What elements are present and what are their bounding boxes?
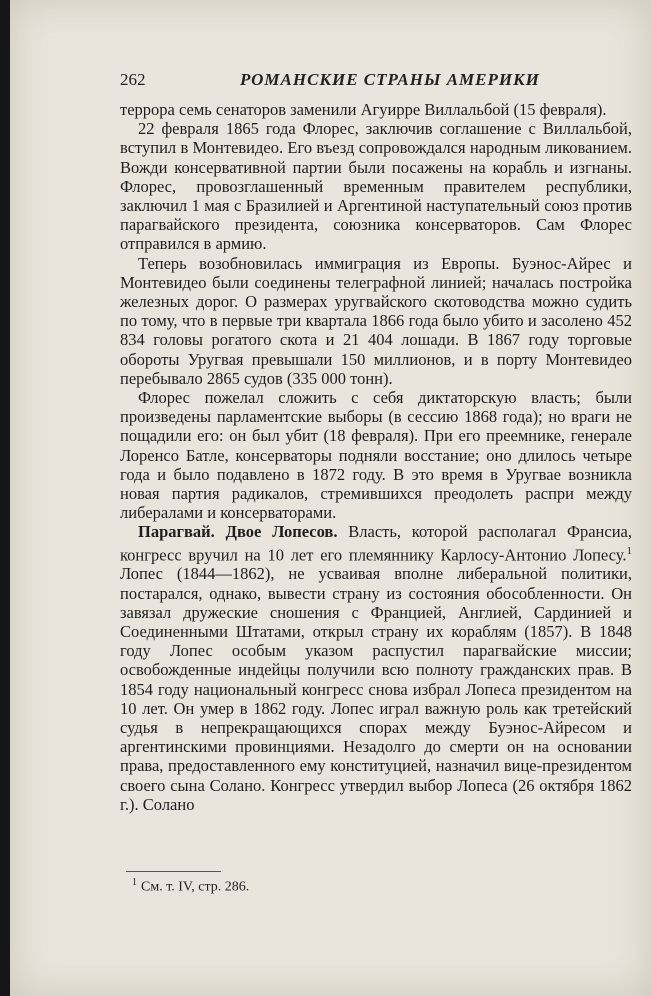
paragraph-paraguay-text-a: Власть, которой располагал Франсиа, конгресс вручил на 10 лет его племяннику Карлосу-Антонио Лопесу.	[120, 522, 632, 565]
paragraph-paraguay-text-b: Лопес (1844—1862), не усваивая вполне либеральной политики, постарался, однако, вывести страну из состояния обособленности. Он завязал дружеские сношения с Францией, Англией, Сардинией и Соединенными Штатами, открыл страну их кораблям (1857). В 1848 году Лопес особым указом распустил парагвайские миссии; освобожденные индейцы получили всю полноту гражданских прав. В 1854 году национальный конгресс снова избрал Лопеса президентом на 10 лет. Он умер в 1862 году. Лопес играл важную роль как третейский судья в непрекращающихся спорах между Буэнос-Айресом и аргентинскими провинциями. Незадолго до смерти он на основании права, предоставленного ему конституцией, назначил вице-президентом своего сына Солано. Конгресс утвердил выбор Лопеса (26 октября 1862 г.). Солано	[120, 564, 632, 814]
paragraph-immigration: Теперь возобновилась иммиграция из Европы. Буэнос-Айрес и Монтевидео были соединены телеграфной линией; началась постройка железных дорог. О размерах уругвайского скотоводства можно судить по тому, что в первые три квартала 1866 года было убито и засолено 452 834 головы рогатого скота и 21 404 лошади. В 1867 году торговые обороты Уругвая превышали 150 миллионов, и в порту Монтевидео перебывало 2865 судов (335 000 тонн).	[120, 253, 632, 388]
paragraph-continuation: террора семь сенаторов заменили Агуирре Виллальбой (15 февраля).	[120, 100, 607, 119]
footnote-text: См. т. IV, стр. 286.	[141, 879, 250, 895]
paragraph-flores-dictatorship: Флорес пожелал сложить с себя диктаторскую власть; были произведены парламентские выборы (в сессию 1868 года); но враги не пощадили его: он был убит (18 февраля). При его преемнике, генерале Лоренсо Батле, консерваторы подняли восстание; оно длилось четыре года и было подавлено в 1872 году. В это время в Уругвае возникла новая партия радикалов, стремившихся преодолеть распри между либералами и консерваторами.	[120, 388, 632, 523]
body-text	[120, 100, 632, 814]
running-title: РОМАНСКИЕ СТРАНЫ АМЕРИКИ	[240, 70, 540, 89]
book-page	[10, 0, 651, 996]
paragraph-paraguay	[120, 522, 632, 814]
footnote-divider	[126, 871, 221, 872]
page-number: 262	[120, 70, 146, 89]
footnote-mark: 1	[132, 877, 137, 888]
footnote	[132, 877, 249, 896]
section-heading: Парагвай. Двое Лопесов.	[138, 522, 338, 542]
paragraph-flores-montevideo: 22 февраля 1865 года Флорес, заключив соглашение с Виллальбой, вступил в Монтевидео. Его въезд сопровождался народным ликованием. Вожди консервативной партии были посажены на корабль и изгнаны. Флорес, провозглашенный временным правителем республики, заключил 1 мая с Бразилией и Аргентиной наступательный союз против парагвайского президента, союзника консерваторов. Сам Флорес отправился в армию.	[120, 119, 632, 254]
footnote-reference: 1	[626, 544, 632, 557]
